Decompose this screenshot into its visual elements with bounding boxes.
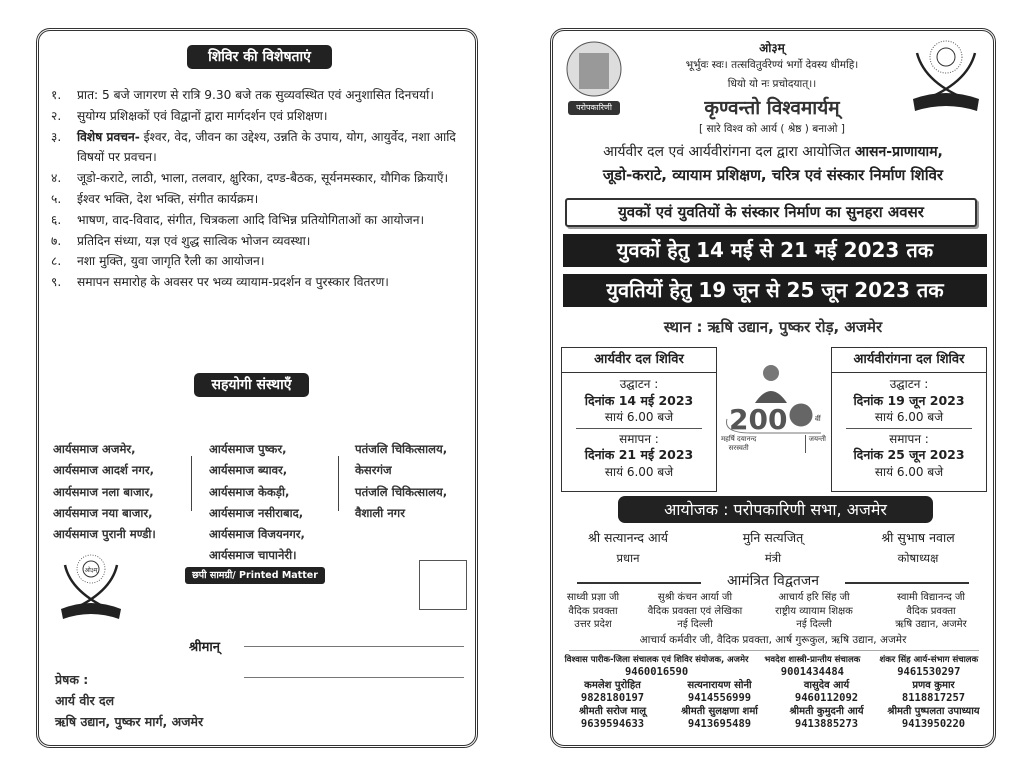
scholar-extra: आचार्य कर्मवीर जी, वैदिक प्रवक्ता, आर्ष गुरूकुल, ऋषि उद्यान, अजमेर [639,634,907,646]
arya-veer-dal-logo-icon [55,553,127,625]
partners-col-2 [209,439,305,567]
divider [569,650,979,651]
address-line [244,677,464,678]
contact-name: श्रीमती सुलक्षणा शर्मा [681,706,758,717]
contacts [559,654,987,732]
women-camp-dates-banner: युवतियों हेतु 19 जून से 25 जून 2023 तक [563,274,987,307]
scholar [759,591,869,632]
contact-name: विश्वास पारीक-जिला संचालक एवं शिविर संयोजक, अजमेर [564,655,749,665]
partner-item: पतंजलि चिकित्सालय, [355,442,448,456]
feature-body: सुयोग्य प्रशिक्षकों एवं विद्वानों द्वारा मार्गदर्शन एवं प्रशिक्षण। [77,108,328,123]
men-camp-dates-banner: युवकों हेतु 14 मई से 21 मई 2023 तक [563,234,987,267]
contact-phone: 9413695489 [687,718,752,730]
camp-heading-line-1 [553,142,993,161]
contact [559,680,666,704]
logo-text: ओ३म् [84,567,98,574]
contact-name: श्रीमती कुमुदनी आर्य [789,706,864,717]
feature-number: ४. [51,171,62,186]
divider [338,456,339,511]
feature-text [77,168,448,189]
front-page [550,28,996,748]
officer-name: श्री सत्यानन्द आर्य [587,530,669,545]
contact-name: प्रणव कुमार [912,680,955,691]
closing-time: सायं 6.00 बजे [604,464,674,479]
logo-text: परोपकारिणी [576,103,612,112]
gayatri-mantra-line-1: भूर्भुवः स्वः। तत्सवितुर्वरेण्यं भर्गो देवस्य धीमहि। [685,59,859,71]
feature-body: प्रतिदिन संध्या, यज्ञ एवं शुद्ध सात्विक भोजन व्यवस्था। [77,233,311,248]
partner-item: आर्यसमाज चापानेरी। [209,548,297,563]
addressee-label: श्रीमान् [189,640,220,655]
partner-item: आर्यसमाज विजयनगर, [209,527,305,542]
partners-col-3 [355,439,447,524]
partners-col-1 [53,439,156,545]
contact [666,706,773,730]
partner-item: आर्यसमाज अजमेर, [53,442,136,456]
closing-time: सायं 6.00 बजे [874,464,944,479]
partner-item: आर्यसमाज पुष्कर, [209,442,287,456]
contact-phone: 8118817257 [901,692,966,704]
arya-veerangana-camp-box [831,347,987,492]
feature-body: प्रात: 5 बजे जागरण से रात्रि 9.30 बजे तक सुव्यवस्थित एवं अनुशासित दिनचर्या। [77,88,434,102]
feature-text [77,272,389,293]
paropkarini-logo-icon [565,39,623,119]
feature-text [77,210,424,231]
contact [773,680,880,704]
partner-item: पतंजलि चिकित्सालय, [355,484,448,499]
motto: कृण्वन्तो विश्वमार्यम् [704,97,840,119]
feature-number: ६. [51,212,62,227]
divider [577,582,701,584]
contact-phone: 9001434484 [780,666,844,678]
scholar-line: राष्ट्रीय व्यायाम शिक्षक [775,605,853,617]
feature-number: ९. [51,275,62,290]
feature-body: ईश्वर, वेद, जीवन का उद्देश्य, उन्नति के उपाय, योग, आयुर्वेद, नशा आदि विषयों पर प्रवचन। [77,129,456,165]
heading-text: आर्यवीर दल एवं आर्यवीरांगना दल द्वारा आयोजित [603,144,855,160]
officer [848,528,988,568]
feature-body: ईश्वर भक्ति, देश भक्ति, संगीत कार्यक्रम। [77,191,259,206]
contact-phone: 9828180197 [580,692,645,704]
feature-number: ७. [51,233,62,248]
stamp-box [419,560,467,610]
tagline-box: युवकों एवं युवतियों के संस्कार निर्माण का सुनहरा अवसर [565,198,977,227]
partner-item: आर्यसमाज पुरानी मण्डी। [53,527,156,542]
officer-role: मंत्री [764,551,782,565]
feature-body: भाषण, वाद-विवाद, संगीत, चित्रकला आदि विभिन्न प्रतियोगिताओं का आयोजन। [77,212,425,227]
emblem-number: 200 [729,403,788,435]
divider [191,456,192,511]
heading-bold-text: आसन-प्राणायाम, [854,144,943,160]
closing-date: दिनांक 25 जून 2023 [853,447,965,462]
contact-phone: 9414556999 [687,692,752,704]
dayanand-200-emblem [721,363,826,463]
feature-text [77,85,434,106]
partner-item: आर्यसमाज केकड़ी, [209,484,290,499]
back-page [36,28,478,748]
address-line [244,646,464,647]
feature-item [51,272,469,293]
gayatri-mantra-line-2: धियो यो नः प्रचोदयात्।। [727,78,817,90]
divider [846,428,972,429]
organizer-banner: आयोजक : परोपकारिणी सभा, अजमेर [618,496,933,523]
partner-item: आर्यसमाज नला बाजार, [53,484,154,499]
arya-veer-camp-box [561,347,717,492]
scholar-line: नई दिल्ली [796,619,832,630]
feature-text [77,251,264,272]
feature-body: जूडो-कराटे, लाठी, भाला, तलवार, क्षुरिका, दण्ड-बैठक, सूर्यनमस्कार, यौगिक क्रियाएँ। [77,171,449,186]
feature-text [77,189,258,210]
feature-body: नशा मुक्ति, युवा जागृति रैली का आयोजन। [77,254,265,269]
contact-name: सत्यनारायण सोनी [687,680,752,691]
contact [559,654,754,678]
closing-label: समापन : [619,431,659,446]
om-heading: ओ३म् [759,41,785,55]
arya-veer-dal-logo-icon [907,39,985,119]
contact [559,706,666,730]
officer-name: मुनि सत्यजित् [742,530,804,545]
divider [845,582,969,584]
feature-item [51,210,469,231]
contact-row [559,680,987,704]
contact-phone: 9460016590 [624,666,689,678]
scholar-line: सुश्री कंचन आर्या जी [657,592,733,603]
officer-role: कोषाध्यक्ष [897,551,939,565]
emblem-suffix: वीं [815,415,821,423]
opening-label: उद्घाटन : [619,377,659,391]
feature-item [51,127,469,169]
contact-name: शंकर सिंह आर्य-संभाग संचालक [879,655,979,665]
contact [871,654,987,678]
scholar-line: वैदिक प्रवक्ता [568,605,618,617]
partner-item: आर्यसमाज नसीराबाद, [209,505,304,520]
sender-address: ऋषि उद्यान, पुष्कर मार्ग, अजमेर [55,714,204,729]
feature-body: समापन समारोह के अवसर पर भव्य व्यायाम-प्रदर्शन व पुरस्कार वितरण। [77,275,389,290]
scholar-line: नई दिल्ली [677,619,713,630]
officer-role: प्रधान [616,551,640,565]
feature-bold-text: विशेष प्रवचन- [77,129,140,144]
scholar-line: स्वामी विद्यानन्द जी [897,592,965,603]
feature-number: २. [51,108,62,123]
contact [754,654,870,678]
feature-item [51,231,469,252]
scholar-line: उत्तर प्रदेश [574,619,612,630]
opening-date: दिनांक 19 जून 2023 [853,392,965,408]
emblem-line-1: महर्षि दयानन्द [721,435,757,443]
scholar-line: वैदिक प्रवक्ता [906,605,956,617]
opening-label: उद्घाटन : [889,377,929,391]
sender-label: प्रेषक : [55,672,89,687]
emblem-line-3: जयन्ती [805,435,826,453]
opening-date: दिनांक 14 मई 2023 [584,392,694,408]
camp-heading-line-2: जूडो-कराटे, व्यायाम प्रशिक्षण, चरित्र एवं संस्कार निर्माण शिविर [602,166,944,184]
contact-name: कमलेश पुरोहित [584,680,641,691]
partner-item: आर्यसमाज आदर्श नगर, [53,463,155,478]
contact-phone: 9460112092 [794,692,859,704]
partner-item: केसरगंज [355,463,392,478]
scholar-line: वैदिक प्रवक्ता एवं लेखिका [647,605,743,617]
contact-phone: 9413885273 [794,718,859,730]
feature-item [51,168,469,189]
contact-row [559,706,987,730]
contact-phone: 9413950220 [901,718,966,730]
feature-number: ३. [51,129,62,144]
opening-time: सायं 6.00 बजे [604,410,674,424]
scholar [555,591,631,632]
feature-text [77,231,310,252]
partner-item: आर्यसमाज ब्यावर, [209,463,288,478]
contact-name: वासुदेव आर्य [803,680,850,691]
sender-name: आर्य वीर दल [55,693,115,708]
partners-title: सहयोगी संस्थाएँ [194,373,309,397]
opening-time: सायं 6.00 बजे [874,410,944,424]
scholar-line: साध्वी प्रज्ञा जी [566,592,620,603]
contact-name: भवदेश शास्त्री-प्रान्तीय संचालक [764,655,861,665]
sender-block [55,669,203,732]
officer [558,528,698,568]
features-list [51,85,469,293]
partner-item: वैशाली नगर [355,505,405,520]
feature-number: ८. [51,254,62,269]
venue: स्थान : ऋषि उद्यान, पुष्कर रोड़, अजमेर [663,318,883,336]
contact-phone: 9461530297 [897,666,961,678]
camp-title: आर्यवीर दल शिविर [562,348,716,373]
camp-title: आर्यवीरांगना दल शिविर [832,348,986,373]
emblem-labels [721,435,826,453]
feature-item [51,251,469,272]
contact [880,680,987,704]
scholar [871,591,991,632]
invited-scholars-title: आमंत्रित विद्वतजन [726,573,820,589]
scholar [633,591,757,632]
contact-name: श्रीमती सरोज मालू [578,706,647,717]
features-title: शिविर की विशेषताएं [187,45,332,69]
partner-item: आर्यसमाज नया बाजार, [53,505,153,520]
contact [773,706,880,730]
emblem-line-2: सरस्वती [728,444,749,452]
motto-meaning: [ सारे विश्व को आर्य ( श्रेष्ठ ) बनाओ ] [699,123,845,135]
contact-name: श्रीमती पुष्पलता उपाध्याय [887,706,980,717]
closing-label: समापन : [889,431,929,446]
contact [666,680,773,704]
scholar-line: आचार्य हरि सिंह जी [778,592,850,603]
feature-text [77,106,327,127]
officer-name: श्री सुभाष नवाल [881,530,955,545]
contact [880,706,987,730]
officer [703,528,843,568]
contact-row [559,654,987,678]
feature-item [51,189,469,210]
closing-date: दिनांक 21 मई 2023 [584,447,694,462]
scholar-line: ऋषि उद्यान, अजमेर [895,619,967,630]
emblem-name [721,435,756,453]
contact-phone: 9639594633 [580,718,645,730]
feature-item [51,106,469,127]
feature-item [51,85,469,106]
feature-number: ५. [51,191,62,206]
feature-text [77,127,469,169]
divider [576,428,702,429]
printed-matter-label: छपी सामग्री/ Printed Matter [185,567,325,584]
feature-number: १. [51,88,62,102]
